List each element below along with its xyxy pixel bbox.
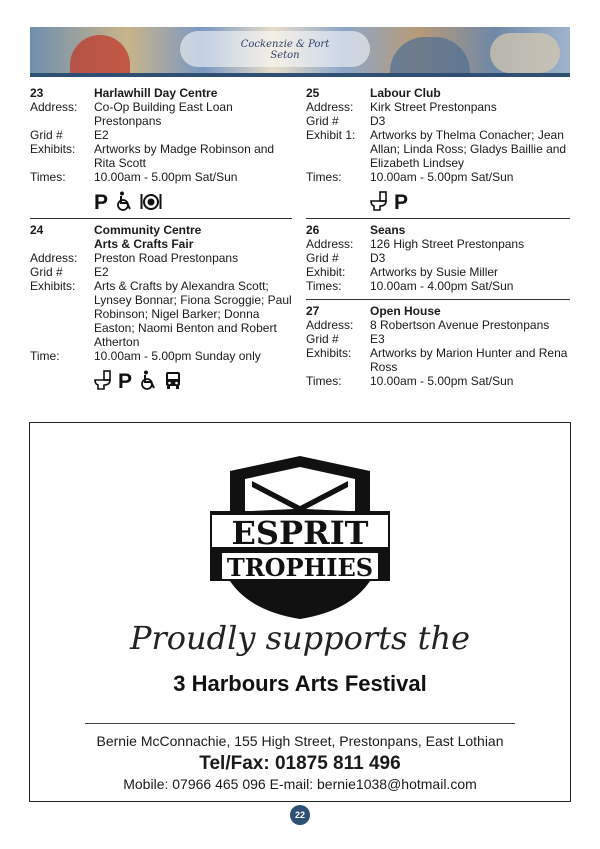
field-row xyxy=(306,170,570,184)
field-row xyxy=(306,128,570,170)
field-label: Exhibits: xyxy=(306,346,352,360)
banner-text: Cockenzie & Port Seton xyxy=(240,39,330,61)
field-row xyxy=(30,170,292,184)
ad-telephone: Tel/Fax: 01875 811 496 xyxy=(199,753,401,774)
venue-entry-23 xyxy=(30,86,292,212)
ad-festival: 3 Harbours Arts Festival xyxy=(173,671,427,696)
page-number: 22 xyxy=(290,805,310,825)
field-row xyxy=(30,100,292,128)
field-row xyxy=(306,279,570,293)
field-value: Preston Road Prestonpans xyxy=(94,251,239,265)
venue-number: 24 xyxy=(30,223,44,237)
field-row xyxy=(30,279,292,349)
field-value: 126 High Street Prestonpans xyxy=(370,237,525,251)
field-row xyxy=(306,100,570,114)
field-label: Grid # xyxy=(30,128,63,142)
logo-line1: ESPRIT xyxy=(231,514,369,552)
venue-number: 27 xyxy=(306,304,320,318)
venue-header xyxy=(306,86,570,100)
ad-mobile-email: Mobile: 07966 465 096 E-mail: bernie1038@hotmail.com xyxy=(123,776,477,792)
field-label: Time: xyxy=(30,349,60,363)
venue-name: Open House xyxy=(370,304,441,318)
field-row xyxy=(306,251,570,265)
field-value: 10.00am - 5.00pm Sat/Sun xyxy=(370,170,514,184)
venue-header xyxy=(30,86,292,100)
venue-subtitle-row xyxy=(30,237,292,251)
svg-text:P: P xyxy=(94,191,109,211)
field-label: Address: xyxy=(30,100,78,114)
venue-entry-24 xyxy=(30,223,292,391)
parking-icon xyxy=(394,191,410,211)
right-column xyxy=(306,86,570,392)
parking-icon xyxy=(94,191,110,211)
field-label: Address: xyxy=(30,251,78,265)
bus-icon xyxy=(164,370,182,390)
field-row xyxy=(306,114,570,128)
field-label: Times: xyxy=(30,170,66,184)
field-label: Address: xyxy=(306,100,354,114)
field-value: 10.00am - 4.00pm Sat/Sun xyxy=(370,279,514,293)
field-row xyxy=(30,251,292,265)
field-value: 8 Robertson Avenue Prestonpans xyxy=(370,318,550,332)
field-label: Exhibit: xyxy=(306,265,346,279)
wheelchair-icon xyxy=(116,191,134,211)
svg-text:P: P xyxy=(394,191,409,211)
venue-separator xyxy=(306,218,570,219)
venue-subtitle: Arts & Crafts Fair xyxy=(94,237,194,251)
field-row xyxy=(30,128,292,142)
field-row xyxy=(30,142,292,170)
field-row xyxy=(306,332,570,346)
field-label: Grid # xyxy=(306,251,339,265)
food-icon xyxy=(140,191,162,211)
venue-name: Harlawhill Day Centre xyxy=(94,86,218,100)
wheelchair-icon xyxy=(140,370,158,390)
field-label: Times: xyxy=(306,374,342,388)
left-column xyxy=(30,86,292,397)
field-value: Kirk Street Prestonpans xyxy=(370,100,497,114)
venue-entry-26 xyxy=(306,223,570,293)
field-label: Grid # xyxy=(306,332,339,346)
venue-header xyxy=(306,304,570,318)
field-value: Co-Op Building East Loan Prestonpans xyxy=(94,100,233,128)
spacer xyxy=(30,237,94,251)
venue-number: 25 xyxy=(306,86,320,100)
field-label: Times: xyxy=(306,170,342,184)
field-label: Grid # xyxy=(306,114,339,128)
field-value: Arts & Crafts by Alexandra Scott; Lynsey Bonnar; Fiona Scroggie; Paul Robinson; Nigel Barker; Donna Easton; Naomi Benton and Robert Atherton xyxy=(94,279,292,349)
svg-text:P: P xyxy=(118,370,133,390)
venue-name: Community Centre xyxy=(94,223,202,237)
sponsor-advert xyxy=(29,422,571,802)
venue-number: 26 xyxy=(306,223,320,237)
field-value: Artworks by Marion Hunter and Rena Ross xyxy=(370,346,568,374)
field-row xyxy=(306,237,570,251)
field-value: E3 xyxy=(370,332,385,346)
facility-icons xyxy=(370,190,570,212)
field-value: 10.00am - 5.00pm Sat/Sun xyxy=(370,374,514,388)
venue-separator xyxy=(30,218,292,219)
facility-icons xyxy=(94,190,292,212)
field-row xyxy=(306,318,570,332)
venue-separator xyxy=(306,299,570,300)
parking-icon xyxy=(118,370,134,390)
field-value: D3 xyxy=(370,251,386,265)
field-label: Exhibits: xyxy=(30,142,76,156)
field-value: Artworks by Susie Miller xyxy=(370,265,499,279)
venue-header xyxy=(30,223,292,237)
field-value: Artworks by Thelma Conacher; Jean Allan; Linda Ross; Gladys Baillie and Elizabeth Lindsey xyxy=(370,128,567,170)
logo-line2: TROPHIES xyxy=(226,553,374,582)
field-row xyxy=(306,265,570,279)
ad-tagline: Proudly supports the xyxy=(129,619,471,657)
ad-divider xyxy=(85,723,515,724)
field-label: Grid # xyxy=(30,265,63,279)
field-value: Artworks by Madge Robinson and Rita Scott xyxy=(94,142,275,170)
esprit-trophies-logo xyxy=(200,451,400,621)
field-value: D3 xyxy=(370,114,386,128)
header-rule xyxy=(30,73,570,77)
header-banner xyxy=(30,27,570,73)
field-label: Address: xyxy=(306,318,354,332)
toilet-icon xyxy=(94,370,112,390)
venue-name: Seans xyxy=(370,223,406,237)
field-value: 10.00am - 5.00pm Sunday only xyxy=(94,349,261,363)
venue-entry-25 xyxy=(306,86,570,212)
venue-entry-27 xyxy=(306,304,570,388)
venue-number: 23 xyxy=(30,86,44,100)
field-label: Exhibits: xyxy=(30,279,76,293)
field-row xyxy=(306,346,570,374)
field-label: Times: xyxy=(306,279,342,293)
facility-icons xyxy=(94,369,292,391)
field-row xyxy=(30,265,292,279)
ad-address: Bernie McConnachie, 155 High Street, Prestonpans, East Lothian xyxy=(96,733,504,749)
venue-name: Labour Club xyxy=(370,86,441,100)
field-row xyxy=(30,349,292,363)
venue-header xyxy=(306,223,570,237)
field-value: 10.00am - 5.00pm Sat/Sun xyxy=(94,170,238,184)
field-value: E2 xyxy=(94,265,109,279)
toilet-icon xyxy=(370,191,388,211)
field-label: Exhibit 1: xyxy=(306,128,356,142)
field-value: E2 xyxy=(94,128,109,142)
field-row xyxy=(306,374,570,388)
field-label: Address: xyxy=(306,237,354,251)
